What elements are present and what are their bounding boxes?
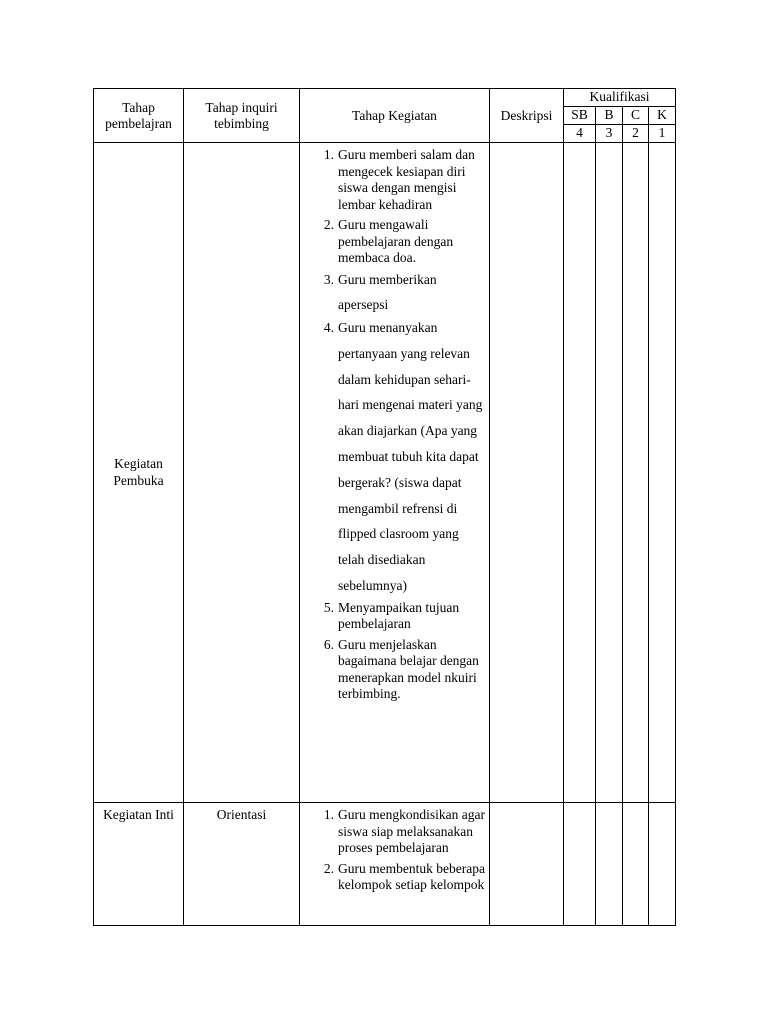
header-tahap-pembelajaran: Tahap pembelajran xyxy=(94,89,184,143)
activity-number: 2. xyxy=(323,860,334,876)
activity-number: 5. xyxy=(323,599,334,615)
activity-number: 1. xyxy=(323,147,334,162)
score-cell-sb xyxy=(564,143,596,803)
phase-cell xyxy=(94,803,184,926)
header-qual-b: B xyxy=(596,107,623,125)
table-row xyxy=(94,803,676,926)
observation-table xyxy=(93,88,676,926)
list-item xyxy=(300,315,485,599)
phase-label: Kegiatan Inti xyxy=(103,807,174,822)
header-score-1: 1 xyxy=(649,125,676,143)
phase-cell xyxy=(94,143,184,803)
score-cell-c xyxy=(623,143,649,803)
activity-list xyxy=(300,803,489,902)
phase-label: Kegiatan Pembuka xyxy=(113,456,164,488)
header-score-4: 4 xyxy=(564,125,596,143)
activities-cell xyxy=(300,803,490,926)
activity-number: 1. xyxy=(323,807,334,822)
header-qual-c: C xyxy=(623,107,649,125)
inquiry-cell xyxy=(184,143,300,803)
score-cell-b xyxy=(596,803,623,926)
activity-text: Guru menjelaskan bagaimana belajar dengan menerapkan model nkuiri terbimbing. xyxy=(338,636,479,702)
activity-text: Guru menanyakan pertanyaan yang relevan dalam kehidupan sehari-hari mengenai materi yang akan diajarkan (Apa yang membuat tubuh kita dapat bergerak? (siswa dapat mengambil refrensi di flipped clasroom yang telah disediakan sebelumnya) xyxy=(338,320,483,594)
description-cell xyxy=(490,143,564,803)
header-kualifikasi: Kualifikasi xyxy=(564,89,676,107)
table-row xyxy=(94,143,676,803)
activity-text: Guru memberikan apersepsi xyxy=(338,271,437,313)
list-item xyxy=(300,267,485,319)
score-cell-k xyxy=(649,143,676,803)
header-score-2: 2 xyxy=(623,125,649,143)
activity-number: 3. xyxy=(323,271,334,287)
inquiry-cell: Orientasi xyxy=(184,803,300,926)
list-item xyxy=(300,637,485,703)
list-item xyxy=(300,147,485,213)
header-tahap-inquiri: Tahap inquiri tebimbing xyxy=(184,89,300,143)
score-cell-k xyxy=(649,803,676,926)
activity-text: Guru membentuk beberapa kelompok setiap kelompok xyxy=(338,860,485,892)
score-cell-sb xyxy=(564,803,596,926)
list-item xyxy=(300,861,485,894)
activity-text: Menyampaikan tujuan pembelajaran xyxy=(338,599,460,632)
activity-number: 2. xyxy=(323,217,334,232)
score-cell-c xyxy=(623,803,649,926)
list-item xyxy=(300,600,485,633)
header-score-3: 3 xyxy=(596,125,623,143)
activity-text: Guru memberi salam dan mengecek kesiapan diri siswa dengan mengisi lembar kehadiran xyxy=(338,147,475,212)
list-item xyxy=(300,807,485,857)
header-deskripsi: Deskripsi xyxy=(490,89,564,143)
description-cell xyxy=(490,803,564,926)
score-cell-b xyxy=(596,143,623,803)
activity-number: 4. xyxy=(323,320,334,336)
header-tahap-kegiatan: Tahap Kegiatan xyxy=(300,89,490,143)
header-qual-sb: SB xyxy=(564,107,596,125)
activities-cell xyxy=(300,143,490,803)
activity-text: Guru mengkondisikan agar siswa siap melaksanakan proses pembelajaran xyxy=(338,807,485,855)
activity-number: 6. xyxy=(323,636,334,652)
activity-list xyxy=(300,143,489,711)
list-item xyxy=(300,217,485,267)
activity-text: Guru mengawali pembelajaran dengan membaca doa. xyxy=(338,217,454,265)
header-qual-k: K xyxy=(649,107,676,125)
